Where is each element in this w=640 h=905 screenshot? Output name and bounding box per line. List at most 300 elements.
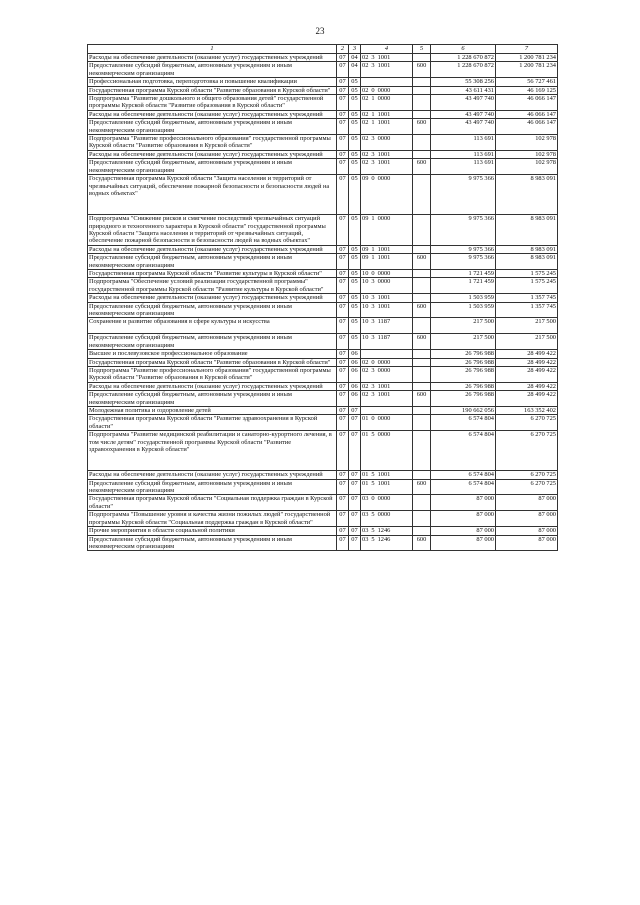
row-section-code: 07 <box>337 95 349 111</box>
row-name: Расходы на обеспечение деятельности (оказание услуг) государственных учреждений <box>88 54 337 62</box>
row-expense-type-code: 600 <box>413 479 431 495</box>
table-row <box>88 119 558 135</box>
table-row <box>88 527 558 535</box>
row-expense-type-code <box>413 415 431 431</box>
target-article-part: 0000 <box>377 135 391 143</box>
row-section-code: 07 <box>337 278 349 294</box>
row-target-article-code <box>361 391 413 407</box>
row-section-code: 07 <box>337 150 349 158</box>
table-row <box>88 159 558 175</box>
row-target-article-code <box>361 254 413 270</box>
row-section-code: 07 <box>337 391 349 407</box>
target-article-part: 09 <box>362 175 369 183</box>
table-row <box>88 245 558 253</box>
row-name: Государственная программа Курской области "Развитие образования в Курской области" <box>88 86 337 94</box>
row-section-code: 07 <box>337 302 349 318</box>
row-target-article-code <box>361 62 413 78</box>
row-amount-year2: 87 000 <box>496 511 558 527</box>
target-article-part: 1 <box>371 119 375 127</box>
target-article-part: 3 <box>371 382 375 390</box>
row-name: Предоставление субсидий бюджетным, автономным учреждениям и иным некоммерческим организациям <box>88 159 337 175</box>
row-expense-type-code <box>413 350 431 358</box>
row-amount-year1: 26 796 988 <box>431 391 496 407</box>
target-article-part: 3 <box>371 278 375 286</box>
target-article-part: 10 <box>362 278 369 286</box>
row-subsection-code: 04 <box>349 54 361 62</box>
target-article-part: 1001 <box>377 471 391 479</box>
row-subsection-code: 05 <box>349 294 361 302</box>
row-section-code: 07 <box>337 78 349 86</box>
row-subsection-code: 05 <box>349 86 361 94</box>
table-row <box>88 334 558 350</box>
target-article-part: 3 <box>371 334 375 342</box>
row-expense-type-code: 600 <box>413 62 431 78</box>
row-subsection-code: 05 <box>349 135 361 151</box>
target-article-part: 1001 <box>377 150 391 158</box>
row-amount-year1: 1 503 959 <box>431 294 496 302</box>
row-subsection-code: 07 <box>349 511 361 527</box>
target-article-part: 03 <box>362 535 369 543</box>
row-amount-year2: 1 200 781 234 <box>496 62 558 78</box>
target-article-part: 5 <box>371 431 375 439</box>
row-amount-year2: 46 066 147 <box>496 119 558 135</box>
target-article-part: 1 <box>371 95 375 103</box>
row-name: Расходы на обеспечение деятельности (оказание услуг) государственных учреждений <box>88 294 337 302</box>
col-header-section: 2 <box>337 45 349 54</box>
row-amount-year1: 26 796 988 <box>431 367 496 383</box>
target-article-part: 0000 <box>377 511 391 519</box>
row-amount-year1: 190 662 056 <box>431 407 496 415</box>
budget-table <box>87 44 558 551</box>
row-expense-type-code <box>413 527 431 535</box>
row-expense-type-code: 600 <box>413 334 431 350</box>
table-row <box>88 382 558 390</box>
target-article-part: 0 <box>371 358 375 366</box>
target-article-part: 3 <box>371 62 375 70</box>
row-amount-year2: 46 169 125 <box>496 86 558 94</box>
row-target-article-code <box>361 527 413 535</box>
row-amount-year2: 28 499 422 <box>496 367 558 383</box>
row-section-code: 07 <box>337 110 349 118</box>
row-subsection-code: 05 <box>349 245 361 253</box>
row-name: Предоставление субсидий бюджетным, автономным учреждениям и иным некоммерческим организациям <box>88 62 337 78</box>
row-expense-type-code <box>413 86 431 94</box>
row-amount-year1: 43 497 740 <box>431 95 496 111</box>
table-row <box>88 278 558 294</box>
target-article-part: 0000 <box>377 95 391 103</box>
row-section-code: 07 <box>337 511 349 527</box>
row-subsection-code: 04 <box>349 62 361 78</box>
row-subsection-code: 06 <box>349 367 361 383</box>
target-article-part: 3 <box>371 294 375 302</box>
row-target-article-code <box>361 78 413 86</box>
target-article-part: 0000 <box>377 431 391 439</box>
row-name: Подпрограмма "Развитие профессионального образования" государственной программы Курской области "Развитие образования в Курской области" <box>88 367 337 383</box>
row-name: Государственная программа Курской области "Защита населения и территорий от чрезвычайных ситуаций, обеспечение пожарной безопасности и безопасности людей на водных объектах" <box>88 175 337 215</box>
target-article-part: 02 <box>362 358 369 366</box>
target-article-part: 1001 <box>377 254 391 262</box>
row-amount-year1: 43 611 431 <box>431 86 496 94</box>
row-subsection-code: 05 <box>349 175 361 215</box>
row-name: Предоставление субсидий бюджетным, автономным учреждениям и иным некоммерческим организациям <box>88 334 337 350</box>
row-amount-year2: 102 978 <box>496 150 558 158</box>
row-expense-type-code <box>413 269 431 277</box>
row-section-code: 07 <box>337 495 349 511</box>
target-article-part: 1 <box>371 254 375 262</box>
row-expense-type-code: 600 <box>413 159 431 175</box>
row-amount-year1: 1 503 959 <box>431 302 496 318</box>
row-subsection-code: 06 <box>349 391 361 407</box>
row-amount-year2: 1 575 245 <box>496 269 558 277</box>
row-target-article-code <box>361 215 413 246</box>
row-target-article-code <box>361 382 413 390</box>
target-article-part: 02 <box>362 95 369 103</box>
row-name: Государственная программа Курской области "Развитие здравоохранения в Курской области" <box>88 415 337 431</box>
table-row <box>88 479 558 495</box>
row-name: Предоставление субсидий бюджетным, автономным учреждениям и иным некоммерческим организациям <box>88 119 337 135</box>
row-section-code: 07 <box>337 358 349 366</box>
row-expense-type-code <box>413 95 431 111</box>
row-expense-type-code <box>413 407 431 415</box>
row-amount-year2: 6 270 725 <box>496 479 558 495</box>
target-article-part: 0000 <box>377 278 391 286</box>
row-amount-year1: 113 691 <box>431 150 496 158</box>
target-article-part: 1001 <box>377 479 391 487</box>
target-article-part: 1246 <box>377 535 391 543</box>
table-row <box>88 135 558 151</box>
row-target-article-code <box>361 294 413 302</box>
row-amount-year1: 87 000 <box>431 495 496 511</box>
row-amount-year2: 46 066 147 <box>496 95 558 111</box>
target-article-part: 02 <box>362 62 369 70</box>
row-target-article-code <box>361 86 413 94</box>
target-article-part: 5 <box>371 535 375 543</box>
row-target-article-code <box>361 54 413 62</box>
target-article-part: 3 <box>371 159 375 167</box>
row-target-article-code <box>361 334 413 350</box>
target-article-part: 09 <box>362 245 369 253</box>
col-header-target-article: 4 <box>361 45 413 54</box>
row-expense-type-code <box>413 431 431 471</box>
row-name: Предоставление субсидий бюджетным, автономным учреждениям и иным некоммерческим организациям <box>88 254 337 270</box>
row-target-article-code <box>361 415 413 431</box>
row-subsection-code: 05 <box>349 215 361 246</box>
row-expense-type-code <box>413 54 431 62</box>
row-subsection-code: 05 <box>349 269 361 277</box>
row-name: Предоставление субсидий бюджетным, автономным учреждениям и иным некоммерческим организациям <box>88 391 337 407</box>
target-article-part: 1 <box>371 110 375 118</box>
target-article-part: 1001 <box>377 159 391 167</box>
row-section-code: 07 <box>337 62 349 78</box>
target-article-part: 0000 <box>377 175 391 183</box>
row-target-article-code <box>361 511 413 527</box>
target-article-part: 10 <box>362 269 369 277</box>
row-subsection-code: 06 <box>349 382 361 390</box>
target-article-part: 0000 <box>377 367 391 374</box>
row-name: Подпрограмма "Снижение рисков и смягчение последствий чрезвычайных ситуаций природного и техногенного характера в Курской области" государственной программы Курской области "Защита населения и территорий от чрезвычайных ситуаций, обеспечение пожарной безопасности и безопасности людей на водных объектах" <box>88 215 337 246</box>
target-article-part: 0000 <box>377 415 391 423</box>
target-article-part: 10 <box>362 294 369 302</box>
row-subsection-code: 05 <box>349 95 361 111</box>
row-amount-year1: 6 574 804 <box>431 431 496 471</box>
target-article-part: 03 <box>362 527 369 535</box>
row-target-article-code <box>361 135 413 151</box>
row-target-article-code <box>361 95 413 111</box>
row-section-code: 07 <box>337 245 349 253</box>
target-article-part: 5 <box>371 511 375 519</box>
target-article-part: 0 <box>371 415 375 423</box>
row-subsection-code: 05 <box>349 159 361 175</box>
row-amount-year2: 28 499 422 <box>496 350 558 358</box>
row-subsection-code: 06 <box>349 350 361 358</box>
target-article-part: 09 <box>362 215 369 223</box>
target-article-part: 01 <box>362 415 369 423</box>
table-row <box>88 150 558 158</box>
target-article-part: 0 <box>371 86 375 94</box>
row-amount-year1: 9 975 366 <box>431 175 496 215</box>
row-expense-type-code <box>413 135 431 151</box>
row-amount-year1: 43 497 740 <box>431 119 496 135</box>
table-row <box>88 495 558 511</box>
row-expense-type-code: 600 <box>413 254 431 270</box>
row-section-code: 07 <box>337 334 349 350</box>
row-expense-type-code <box>413 318 431 334</box>
row-name: Предоставление субсидий бюджетным, автономным учреждениям и иным некоммерческим организациям <box>88 535 337 551</box>
row-amount-year2: 56 727 461 <box>496 78 558 86</box>
row-target-article-code <box>361 535 413 551</box>
target-article-part: 03 <box>362 495 369 503</box>
row-expense-type-code <box>413 367 431 383</box>
table-row <box>88 175 558 215</box>
row-subsection-code: 05 <box>349 150 361 158</box>
row-amount-year1: 87 000 <box>431 527 496 535</box>
target-article-part: 1187 <box>377 318 391 326</box>
row-amount-year1: 26 796 988 <box>431 358 496 366</box>
row-name: Предоставление субсидий бюджетным, автономным учреждениям и иным некоммерческим организациям <box>88 302 337 318</box>
row-section-code: 07 <box>337 269 349 277</box>
row-name: Государственная программа Курской области "Развитие культуры в Курской области" <box>88 269 337 277</box>
row-expense-type-code <box>413 175 431 215</box>
row-subsection-code: 07 <box>349 431 361 471</box>
row-subsection-code: 07 <box>349 495 361 511</box>
table-row <box>88 294 558 302</box>
row-amount-year2: 87 000 <box>496 527 558 535</box>
table-row <box>88 215 558 246</box>
row-target-article-code <box>361 159 413 175</box>
row-target-article-code <box>361 431 413 471</box>
table-row <box>88 269 558 277</box>
header-row <box>88 45 558 54</box>
row-amount-year2: 8 983 091 <box>496 245 558 253</box>
row-section-code: 07 <box>337 367 349 383</box>
row-target-article-code <box>361 175 413 215</box>
row-amount-year1: 26 796 988 <box>431 350 496 358</box>
row-expense-type-code <box>413 215 431 246</box>
row-amount-year1: 1 228 670 872 <box>431 54 496 62</box>
row-section-code: 07 <box>337 479 349 495</box>
target-article-part: 01 <box>362 471 369 479</box>
row-expense-type-code: 600 <box>413 302 431 318</box>
target-article-part: 3 <box>371 54 375 61</box>
row-target-article-code <box>361 245 413 253</box>
target-article-part: 02 <box>362 119 369 127</box>
target-article-part: 02 <box>362 159 369 167</box>
row-target-article-code <box>361 367 413 383</box>
table-row <box>88 78 558 86</box>
target-article-part: 1187 <box>377 334 391 342</box>
table-row <box>88 110 558 118</box>
target-article-part: 1001 <box>377 54 391 61</box>
table-row <box>88 471 558 479</box>
row-target-article-code <box>361 278 413 294</box>
table-row <box>88 511 558 527</box>
row-amount-year2: 1 357 745 <box>496 302 558 318</box>
table-row <box>88 367 558 383</box>
row-section-code: 07 <box>337 415 349 431</box>
row-amount-year1: 113 691 <box>431 135 496 151</box>
col-header-amount-year1: 6 <box>431 45 496 54</box>
row-target-article-code <box>361 407 413 415</box>
row-amount-year2: 102 978 <box>496 135 558 151</box>
target-article-part: 0 <box>371 495 375 503</box>
row-name: Сохранение и развитие образования в сфере культуры и искусства <box>88 318 337 334</box>
row-subsection-code: 05 <box>349 78 361 86</box>
target-article-part: 02 <box>362 391 369 399</box>
row-amount-year2: 28 499 422 <box>496 382 558 390</box>
row-expense-type-code <box>413 150 431 158</box>
row-target-article-code <box>361 471 413 479</box>
row-amount-year1: 217 500 <box>431 334 496 350</box>
row-name: Расходы на обеспечение деятельности (оказание услуг) государственных учреждений <box>88 110 337 118</box>
row-amount-year1: 113 691 <box>431 159 496 175</box>
target-article-part: 5 <box>371 471 375 479</box>
col-header-amount-year2: 7 <box>496 45 558 54</box>
row-amount-year2: 6 270 725 <box>496 415 558 431</box>
table-row <box>88 54 558 62</box>
row-section-code: 07 <box>337 431 349 471</box>
row-expense-type-code <box>413 245 431 253</box>
row-section-code: 07 <box>337 382 349 390</box>
target-article-part: 1001 <box>377 302 391 310</box>
row-amount-year1: 87 000 <box>431 535 496 551</box>
row-amount-year2: 8 983 091 <box>496 215 558 246</box>
col-header-name: 1 <box>88 45 337 54</box>
row-section-code: 07 <box>337 350 349 358</box>
row-target-article-code <box>361 269 413 277</box>
target-article-part: 10 <box>362 302 369 310</box>
col-header-subsection: 3 <box>349 45 361 54</box>
row-name: Расходы на обеспечение деятельности (оказание услуг) государственных учреждений <box>88 471 337 479</box>
row-name: Государственная программа Курской области "Социальная поддержка граждан в Курской области" <box>88 495 337 511</box>
row-target-article-code <box>361 350 413 358</box>
row-amount-year2: 8 983 091 <box>496 175 558 215</box>
row-target-article-code <box>361 495 413 511</box>
row-amount-year1: 1 721 459 <box>431 269 496 277</box>
target-article-part: 02 <box>362 382 369 390</box>
target-article-part: 01 <box>362 431 369 439</box>
row-target-article-code <box>361 318 413 334</box>
target-article-part: 1001 <box>377 119 391 127</box>
target-article-part: 5 <box>371 479 375 487</box>
target-article-part: 3 <box>371 318 375 326</box>
target-article-part: 1 <box>371 215 375 223</box>
target-article-part: 0 <box>371 175 375 183</box>
row-section-code: 07 <box>337 294 349 302</box>
row-subsection-code: 05 <box>349 254 361 270</box>
target-article-part: 3 <box>371 150 375 158</box>
row-target-article-code <box>361 150 413 158</box>
table-row <box>88 62 558 78</box>
row-amount-year2: 102 978 <box>496 159 558 175</box>
row-section-code: 07 <box>337 254 349 270</box>
row-amount-year1: 6 574 804 <box>431 471 496 479</box>
row-name: Молодежная политика и оздоровление детей <box>88 407 337 415</box>
row-expense-type-code <box>413 78 431 86</box>
table-row <box>88 254 558 270</box>
target-article-part: 3 <box>371 391 375 399</box>
row-amount-year2: 87 000 <box>496 535 558 551</box>
row-name: Подпрограмма "Развитие профессионального образования" государственной программы Курской области "Развитие образования в Курской области" <box>88 135 337 151</box>
row-target-article-code <box>361 119 413 135</box>
row-amount-year2: 1 357 745 <box>496 294 558 302</box>
row-amount-year2: 28 499 422 <box>496 358 558 366</box>
row-name: Государственная программа Курской области "Развитие образования в Курской области" <box>88 358 337 366</box>
row-section-code: 07 <box>337 86 349 94</box>
row-amount-year1: 26 796 988 <box>431 382 496 390</box>
row-target-article-code <box>361 479 413 495</box>
target-article-part: 02 <box>362 86 369 94</box>
row-subsection-code: 05 <box>349 318 361 334</box>
row-section-code: 07 <box>337 175 349 215</box>
row-amount-year2: 28 499 422 <box>496 391 558 407</box>
target-article-part: 02 <box>362 54 369 61</box>
row-amount-year2: 217 500 <box>496 334 558 350</box>
table-row <box>88 407 558 415</box>
target-article-part: 3 <box>371 302 375 310</box>
row-amount-year2: 217 500 <box>496 318 558 334</box>
row-amount-year2: 8 983 091 <box>496 254 558 270</box>
row-target-article-code <box>361 358 413 366</box>
target-article-part: 10 <box>362 318 369 326</box>
row-subsection-code: 07 <box>349 535 361 551</box>
row-name: Расходы на обеспечение деятельности (оказание услуг) государственных учреждений <box>88 245 337 253</box>
target-article-part: 09 <box>362 254 369 262</box>
target-article-part: 1001 <box>377 382 391 390</box>
table-row <box>88 95 558 111</box>
table-row <box>88 302 558 318</box>
row-name: Подпрограмма "Повышение уровня и качества жизни пожилых людей" государственной программы Курской области "Социальная поддержка граждан в Курской области" <box>88 511 337 527</box>
row-subsection-code: 07 <box>349 527 361 535</box>
target-article-part: 01 <box>362 479 369 487</box>
target-article-part: 0000 <box>377 495 391 503</box>
row-name: Подпрограмма "Обеспечение условий реализации государственной программы" государственной программы Курской области "Развитие культуры в Курской области" <box>88 278 337 294</box>
target-article-part: 02 <box>362 135 369 143</box>
target-article-part: 02 <box>362 150 369 158</box>
row-amount-year1: 6 574 804 <box>431 479 496 495</box>
row-subsection-code: 05 <box>349 334 361 350</box>
row-name: Расходы на обеспечение деятельности (оказание услуг) государственных учреждений <box>88 382 337 390</box>
row-expense-type-code: 600 <box>413 119 431 135</box>
target-article-part: 0000 <box>377 269 391 277</box>
row-expense-type-code <box>413 278 431 294</box>
row-subsection-code: 05 <box>349 119 361 135</box>
row-amount-year1: 1 228 670 872 <box>431 62 496 78</box>
target-article-part: 0 <box>371 269 375 277</box>
row-amount-year2: 163 352 402 <box>496 407 558 415</box>
row-subsection-code: 05 <box>349 302 361 318</box>
row-section-code: 07 <box>337 135 349 151</box>
row-amount-year1: 87 000 <box>431 511 496 527</box>
